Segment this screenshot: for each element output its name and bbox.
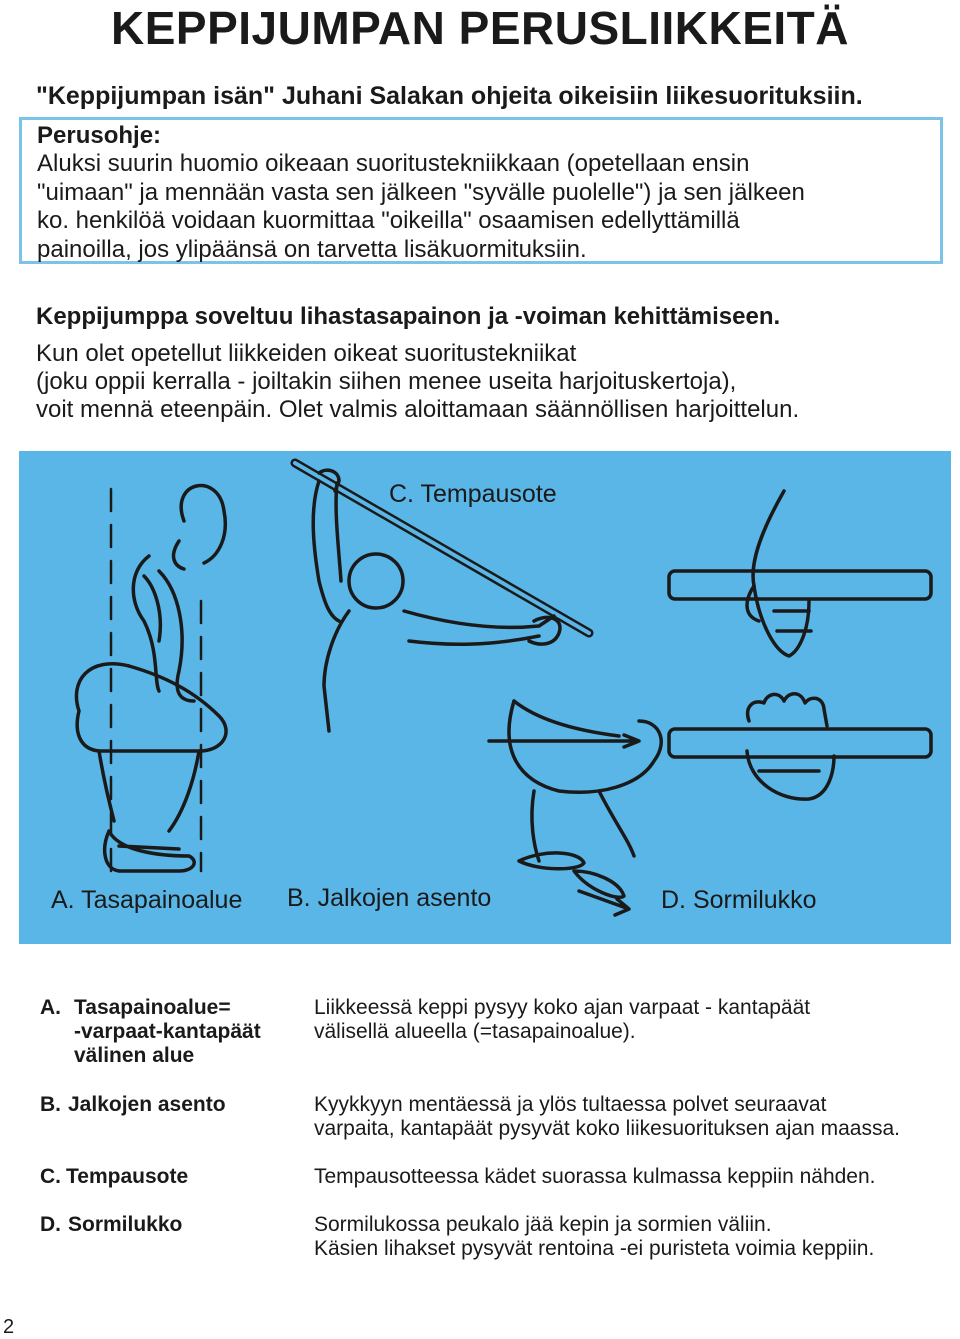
legend-desc-line: Käsien lihakset pysyvät rentoina -ei puristeta voimia keppiin. (314, 1237, 875, 1260)
legend-desc (314, 996, 944, 1044)
legend-desc (314, 1213, 944, 1261)
legend-desc-line: varpaita, kantapäät pysyvät koko liikesuorituksen ajan maassa. (314, 1117, 900, 1140)
instruction-heading: Perusohje: (37, 122, 162, 149)
legend-key-text: Tasapainoalue= (74, 996, 231, 1019)
legend-key-prefix: D. (40, 1213, 61, 1236)
intro-heading: Keppijumppa soveltuu lihastasapainon ja -voiman kehittämiseen. (36, 303, 781, 330)
instruction-box (19, 117, 943, 264)
legend-key-prefix: C. (40, 1165, 61, 1188)
legend-key-prefix: B. (40, 1093, 61, 1116)
legend-desc-line: Kyykkyyn mentäessä ja ylös tultaessa polvet seuraavat (314, 1093, 827, 1116)
legend-desc-line: Tempausotteessa kädet suorassa kulmassa keppiin nähden. (314, 1165, 876, 1188)
illustration-drawings (19, 451, 951, 944)
instruction-line: "uimaan" ja mennään vasta sen jälkeen "syvälle puolelle") ja sen jälkeen (37, 178, 805, 206)
intro-line: voit mennä eteenpäin. Olet valmis aloittamaan säännöllisen harjoittelun. (36, 396, 800, 423)
exercise-illustration (19, 451, 951, 944)
page-number: 2 (3, 1316, 15, 1338)
instruction-line: Aluksi suurin huomio oikeaan suoritustekniikkaan (opetellaan ensin (37, 150, 750, 177)
legend-key (40, 1093, 300, 1117)
instruction-line: painoilla, jos ylipäänsä on tarvetta lisäkuormituksiin. (37, 235, 587, 263)
intro-paragraph (36, 340, 936, 424)
legend-key (40, 1165, 300, 1189)
legend-key-text: Tempausote (66, 1165, 189, 1188)
legend-desc-line: välisellä alueella (=tasapainoalue). (314, 1020, 636, 1043)
label-d: D. Sormilukko (661, 886, 817, 914)
legend-desc (314, 1165, 944, 1189)
legend-key-text: Jalkojen asento (68, 1093, 226, 1116)
legend-key (40, 996, 300, 1068)
legend-key-text: Sormilukko (68, 1213, 183, 1236)
legend-key-text: -varpaat-kantapäät (74, 1020, 261, 1043)
intro-line: (joku oppii kerralla - joiltakin siihen menee useita harjoituskertoja), (36, 368, 737, 395)
page-title: KEPPIJUMPAN PERUSLIIKKEITÄ (110, 2, 850, 54)
balance-zone-figure (76, 486, 226, 871)
legend-key-text: välinen alue (74, 1044, 195, 1067)
legend-desc-line: Liikkeessä keppi pysyy koko ajan varpaat - kantapäät (314, 996, 811, 1019)
legend-desc-line: Sormilukossa peukalo jää kepin ja sormien väliin. (314, 1213, 772, 1236)
legend-key-prefix: A. (40, 996, 61, 1019)
label-b: B. Jalkojen asento (287, 884, 492, 912)
instruction-line: ko. henkilöä voidaan kuormittaa "oikeilla" osaamisen edellyttämillä (37, 207, 740, 234)
legend-key (40, 1213, 300, 1237)
page-subtitle: "Keppijumpan isän" Juhani Salakan ohjeita oikeisiin liikesuorituksiin. (36, 82, 863, 110)
label-a: A. Tasapainoalue (51, 886, 243, 914)
label-c: C. Tempausote (389, 480, 557, 508)
finger-lock-hands (669, 491, 931, 799)
intro-line: Kun olet opetellut liikkeiden oikeat suoritustekniikat (36, 340, 577, 367)
feet-position-figure (489, 701, 661, 915)
legend-desc (314, 1093, 944, 1141)
